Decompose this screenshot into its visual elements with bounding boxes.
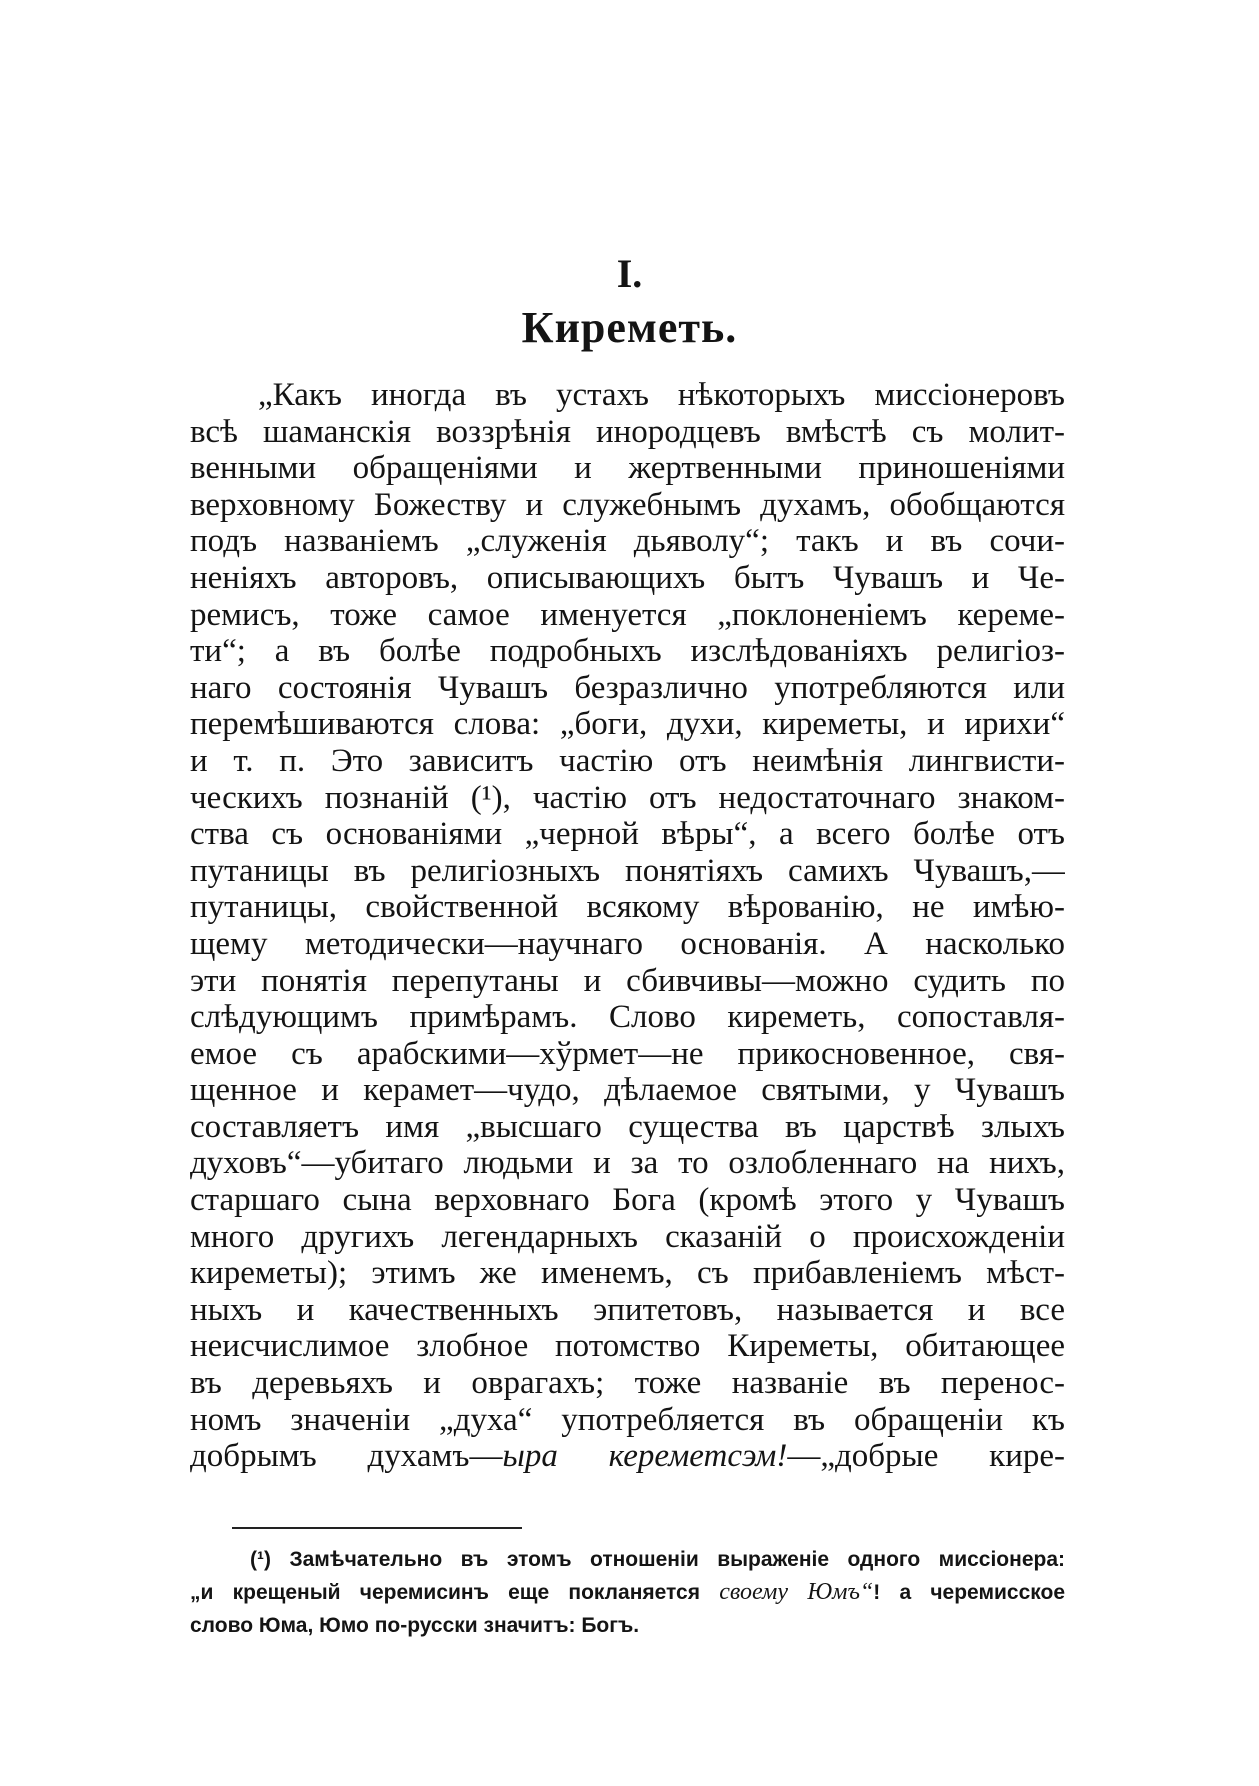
text-line: старшаго сына верховнаго Бога (кромѣ этого у Чувашъ (190, 1182, 1065, 1219)
footnote-divider (232, 1527, 522, 1529)
text-line: путаницы въ религіозныхъ понятіяхъ самихъ Чувашъ,— (190, 852, 1065, 889)
text-line: неисчислимое злобное потомство Киреметы, обитающее (190, 1328, 1065, 1365)
text-line: наго состоянія Чувашъ безразлично употребляются или (190, 669, 1065, 706)
text-line: ремисъ, тоже самое именуется „поклоненіемъ кереме- (190, 596, 1065, 633)
text-line: ти“; а въ болѣе подробныхъ изслѣдованіяхъ религіоз- (190, 633, 1065, 670)
text-line: „Какъ иногда въ устахъ нѣкоторыхъ миссіонеровъ (258, 377, 1065, 413)
text-line: и т. п. Это зависитъ частію отъ неимѣнія лингвисти- (190, 742, 1065, 779)
text-line: перемѣшиваются слова: „боги, духи, киреметы, и ирихи“ (190, 706, 1065, 743)
text-line: верховному Божеству и служебнымъ духамъ, обобщаются (190, 486, 1065, 523)
text-line: много другихъ легендарныхъ сказаній о происхожденіи (190, 1218, 1065, 1255)
text-line: эти понятія перепутаны и сбивчивы—можно судить по (190, 962, 1065, 999)
text-line: путаницы, свойственной всякому вѣрованію, не имѣю- (190, 889, 1065, 926)
text-fragment: „и крещеный черемисинъ еще покланяется (190, 1581, 720, 1604)
footnote-line (190, 1576, 1065, 1609)
footnote (190, 1543, 1065, 1642)
text-line: щему методически—научнаго основанія. А насколько (190, 925, 1065, 962)
text-line: ныхъ и качественныхъ эпитетовъ, называется и все (190, 1291, 1065, 1328)
text-line: подъ названіемъ „служенія дьяволу“; такъ и въ сочи- (190, 523, 1065, 560)
italic-phrase: ыра кереметсэм! (502, 1438, 788, 1475)
text-line: въ деревьяхъ и оврагахъ; тоже названіе въ перенос- (190, 1365, 1065, 1402)
text-line: щенное и керамет—чудо, дѣлаемое святыми, у Чувашъ (190, 1072, 1065, 1109)
footnote-line: (¹) Замѣчательно въ этомъ отношеніи выраженіе одного миссіонера: (250, 1548, 1065, 1571)
text-fragment: —„добрые кире- (787, 1438, 1065, 1475)
text-line: ства съ основаніями „черной вѣры“, а всего болѣе отъ (190, 816, 1065, 853)
text-line: духовъ“—убитаго людьми и за то озлобленнаго на нихъ, (190, 1145, 1065, 1182)
footnote-line: слово Юма, Юмо по-русски значитъ: Богъ. (190, 1614, 640, 1637)
text-fragment: добрымъ духамъ— (190, 1438, 503, 1475)
body-text (190, 377, 1065, 1475)
chapter-title: Киреметь. (521, 303, 738, 352)
text-line: ческихъ познаній (¹), частію отъ недостаточнаго знаком- (190, 779, 1065, 816)
text-line-last (190, 1438, 1065, 1475)
text-fragment: ! а черемисское (873, 1581, 1065, 1604)
text-line: неніяхъ авторовъ, описывающихъ бытъ Чувашъ и Че- (190, 559, 1065, 596)
text-line: венными обращеніями и жертвенными приношеніями (190, 450, 1065, 487)
text-line: всѣ шаманскія воззрѣнія инородцевъ вмѣстѣ съ молит- (190, 413, 1065, 450)
text-line: составляетъ имя „высшаго существа въ царствѣ злыхъ (190, 1108, 1065, 1145)
text-line: емое съ арабскими—хўрмет—не прикосновенное, свя- (190, 1035, 1065, 1072)
text-line: номъ значеніи „духа“ употребляется въ обращеніи къ (190, 1401, 1065, 1438)
text-line: киреметы); этимъ же именемъ, съ прибавленіемъ мѣст- (190, 1255, 1065, 1292)
italic-phrase: своему Юмъ“ (719, 1579, 874, 1605)
text-line: слѣдующимъ примѣрамъ. Слово киреметь, сопоставля- (190, 999, 1065, 1036)
chapter-number: I. (616, 251, 643, 296)
